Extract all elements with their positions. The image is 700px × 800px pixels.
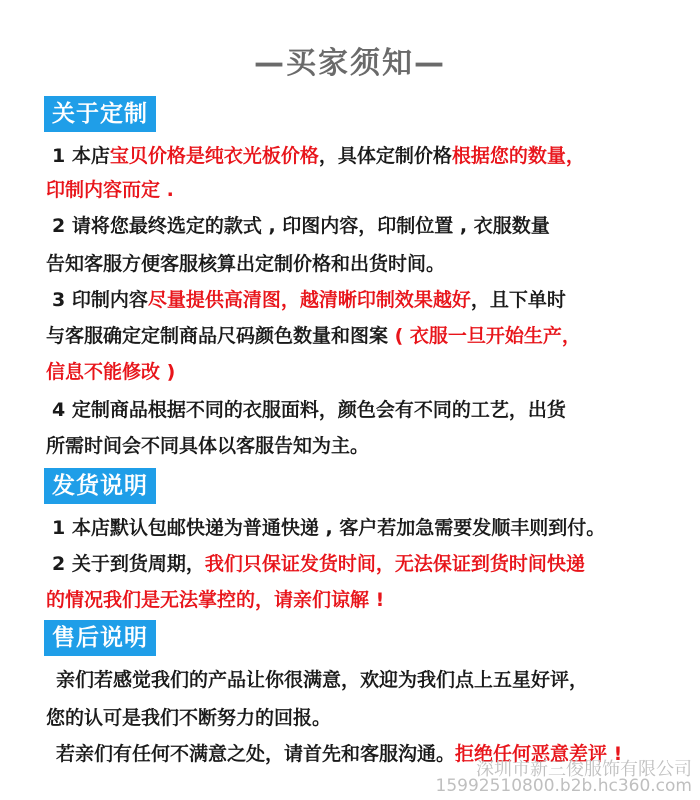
custom-p2-line1: 2 请将您最终选定的款式 , 印图内容，印制位置 , 衣服数量 (52, 215, 550, 237)
section-heading-custom: 关于定制 (44, 96, 156, 132)
shipping-p1: 1 本店默认包邮快递为普通快递 , 客户若加急需要发顺丰则到付。 (52, 517, 606, 539)
custom-p3-line3: 信息不能修改 ) (46, 361, 176, 383)
section-heading-shipping: 发货说明 (44, 468, 156, 504)
watermark-company: 深圳市新三俊服饰有限公司 (476, 759, 692, 780)
text: 2 关于到货周期， (52, 553, 205, 575)
shipping-p2-line1 (52, 550, 585, 578)
aftersale-line1: 亲们若感觉我们的产品让你很满意，欢迎为我们点上五星好评， (56, 669, 589, 691)
custom-p4-line1: 4 定制商品根据不同的衣服面料，颜色会有不同的工艺，出货 (52, 399, 566, 421)
highlight-text: ( 衣服一旦开始生产， (388, 325, 581, 347)
custom-p1-line2: 印制内容而定 . (46, 179, 174, 201)
section-heading-aftersale: 售后说明 (44, 620, 156, 656)
text: ，且下单时 (470, 289, 566, 311)
watermark-contact: 15992510800.b2b.hc360.com (435, 776, 692, 796)
custom-p2-line2: 告知客服方便客服核算出定制价格和出货时间。 (46, 253, 446, 275)
highlight-text: 根据您的数量， (451, 145, 585, 167)
highlight-text: 宝贝价格是纯衣光板价格 (109, 145, 319, 167)
text: 若亲们有任何不满意之处，请首先和客服沟通。 (56, 743, 456, 765)
shipping-p2-line2: 的情况我们是无法掌控的，请亲们谅解 ! (46, 589, 385, 611)
custom-p4-line2: 所需时间会不同具体以客服告知为主。 (46, 435, 370, 457)
custom-p3-line2 (46, 322, 581, 350)
highlight-text: 尽量提供高清图，越清晰印制效果越好 (147, 289, 471, 311)
text: 与客服确定定制商品尺码颜色数量和图案 (46, 325, 389, 347)
highlight-text: 拒绝任何恶意差评 ! (455, 743, 623, 765)
text: 3 印制内容 (52, 289, 148, 311)
custom-p3-line1 (52, 286, 566, 314)
highlight-text: 我们只保证发货时间，无法保证到货时间快递 (204, 553, 585, 575)
custom-p1-line1 (52, 142, 585, 170)
page-title: —买家须知— (254, 46, 446, 81)
text: 1 本店 (52, 145, 110, 167)
aftersale-line2: 您的认可是我们不断努力的回报。 (46, 707, 332, 729)
text: ，具体定制价格 (318, 145, 452, 167)
